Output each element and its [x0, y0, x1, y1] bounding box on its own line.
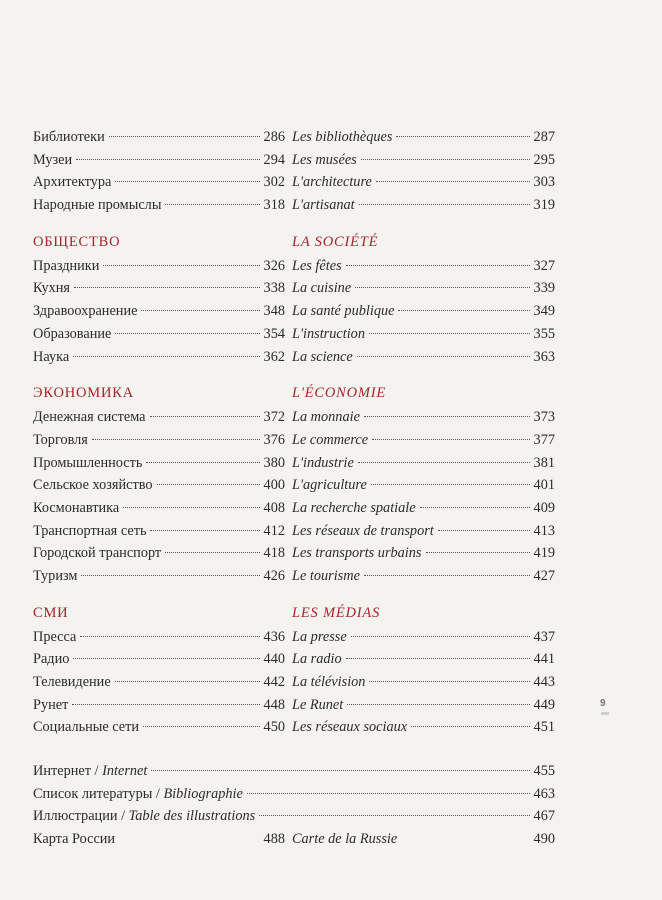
page-ref: 463: [533, 785, 555, 802]
page-ref: 488: [263, 831, 285, 847]
page-ref: 413: [533, 522, 555, 539]
leader-dots: [109, 136, 260, 137]
toc-entry-illustrations[interactable]: Иллюстрации / Table des illustrations 467: [33, 805, 555, 828]
leader-dots: [92, 439, 260, 440]
section-heading: ОБЩЕСТВО: [33, 233, 121, 250]
page-ref: 381: [533, 454, 555, 471]
section-economy-ru: [33, 382, 285, 588]
leader-dots: [364, 416, 530, 417]
page-ref: 302: [263, 174, 285, 191]
toc-column-russian: [33, 126, 285, 739]
toc-entry[interactable]: L'instruction 355: [292, 323, 555, 346]
page-ref: 338: [263, 280, 285, 297]
toc-entry[interactable]: Наука 362: [33, 346, 285, 369]
page-ref: 354: [263, 325, 285, 342]
toc-entry[interactable]: Торговля 376: [33, 429, 285, 452]
toc-entry[interactable]: Les bibliothèques 287: [292, 126, 555, 149]
leader-dots: [357, 356, 530, 357]
leader-dots: [141, 310, 259, 311]
leader-dots: [346, 265, 530, 266]
page-ref: 448: [263, 696, 285, 713]
toc-entry[interactable]: Денежная система 372: [33, 406, 285, 429]
toc-entry[interactable]: Городской транспорт 418: [33, 542, 285, 565]
page-ref: 327: [533, 257, 555, 274]
leader-dots: [411, 726, 529, 727]
toc-entry[interactable]: Les fêtes 327: [292, 255, 555, 278]
toc-entry[interactable]: L'architecture 303: [292, 171, 555, 194]
page-ref: 412: [263, 522, 285, 539]
toc-entry[interactable]: Здравоохранение 348: [33, 300, 285, 323]
toc-entry[interactable]: Les réseaux sociaux 451: [292, 716, 555, 739]
leader-dots: [369, 333, 530, 334]
toc-entry[interactable]: Космонавтика 408: [33, 497, 285, 520]
toc-entry-map-fr[interactable]: Carte de la Russie 490: [292, 828, 555, 851]
section-heading: L'ÉCONOMIE: [292, 385, 387, 402]
page-ref: 437: [533, 628, 555, 645]
page-ref: 349: [533, 303, 555, 320]
toc-entry-bibliography[interactable]: Список литературы / Bibliographie 463: [33, 783, 555, 806]
page-ref: 355: [533, 325, 555, 342]
section-heading: LES MÉDIAS: [292, 604, 381, 621]
toc-entry[interactable]: La cuisine 339: [292, 277, 555, 300]
leader-dots: [358, 462, 530, 463]
toc-entry[interactable]: Праздники 326: [33, 255, 285, 278]
page-ref: 408: [263, 499, 285, 516]
page-ref: 455: [533, 763, 555, 779]
toc-entry[interactable]: Промышленность 380: [33, 452, 285, 475]
leader-dots: [359, 204, 530, 205]
leader-dots: [355, 287, 529, 288]
toc-entry[interactable]: La santé publique 349: [292, 300, 555, 323]
leader-dots: [376, 181, 530, 182]
toc-entry[interactable]: La recherche spatiale 409: [292, 497, 555, 520]
page-number: 9: [600, 698, 606, 709]
toc-entry[interactable]: Les transports urbains 419: [292, 542, 555, 565]
toc-entry[interactable]: L'artisanat 319: [292, 194, 555, 217]
toc-entry[interactable]: Телевидение 442: [33, 671, 285, 694]
leader-dots: [150, 530, 259, 531]
leader-dots: [81, 575, 259, 576]
toc-entry[interactable]: La science 363: [292, 346, 555, 369]
toc-entry[interactable]: Радио 440: [33, 648, 285, 671]
leader-dots: [372, 439, 529, 440]
toc-entry[interactable]: Архитектура 302: [33, 171, 285, 194]
toc-entry[interactable]: L'agriculture 401: [292, 474, 555, 497]
section-society-fr: [292, 231, 555, 368]
leader-dots: [396, 136, 529, 137]
page-ref: 426: [263, 568, 285, 584]
page-ref: 401: [533, 477, 555, 494]
toc-entry[interactable]: Le tourisme 427: [292, 565, 555, 588]
leader-dots: [351, 636, 530, 637]
toc-map-fr: [292, 828, 555, 851]
section-heading: ЭКОНОМИКА: [33, 385, 135, 402]
leader-dots: [74, 287, 260, 288]
section-culture-tail-ru: [33, 126, 285, 217]
leader-dots: [364, 575, 530, 576]
leader-dots: [123, 507, 259, 508]
page-ref: 363: [533, 348, 555, 365]
toc-entry[interactable]: Les réseaux de transport 413: [292, 520, 555, 543]
page-ref: 442: [263, 674, 285, 691]
toc-entry[interactable]: La radio 441: [292, 648, 555, 671]
page-ref: 326: [263, 257, 285, 274]
page-ref: 377: [533, 431, 555, 448]
leader-dots: [146, 462, 259, 463]
toc-entry[interactable]: Пресса 436: [33, 626, 285, 649]
page-ref: 467: [533, 808, 555, 825]
toc-entry[interactable]: Рунет 448: [33, 694, 285, 717]
leader-dots: [73, 658, 259, 659]
page-ref: 409: [533, 499, 555, 516]
section-media-fr: [292, 602, 555, 739]
toc-entry[interactable]: La télévision 443: [292, 671, 555, 694]
toc-entry[interactable]: Сельское хозяйство 400: [33, 474, 285, 497]
page-ref: 419: [533, 545, 555, 562]
toc-entry[interactable]: Le commerce 377: [292, 429, 555, 452]
toc-entry[interactable]: La presse 437: [292, 626, 555, 649]
page-ref: 376: [263, 431, 285, 448]
page-ref: 436: [263, 628, 285, 645]
leader-dots: [103, 265, 259, 266]
leader-dots: [398, 310, 529, 311]
page-ref: 362: [263, 348, 285, 365]
page-ref: 418: [263, 545, 285, 562]
toc-entry[interactable]: Библиотеки 286: [33, 126, 285, 149]
leader-dots: [361, 159, 530, 160]
page-ref: 319: [533, 197, 555, 214]
page-ref: 294: [263, 151, 285, 168]
leader-dots: [115, 333, 259, 334]
toc-entry-map-ru[interactable]: Карта России 488: [33, 828, 285, 851]
page-ref: 372: [263, 409, 285, 426]
toc-entry[interactable]: Туризм 426: [33, 565, 285, 588]
page-ref: 443: [533, 674, 555, 691]
toc-entry[interactable]: Социальные сети 450: [33, 716, 285, 739]
page-ref: 451: [533, 719, 555, 736]
toc-entry[interactable]: Les musées 295: [292, 149, 555, 172]
toc-map-ru: [33, 828, 285, 851]
leader-dots: [369, 681, 529, 682]
leader-dots: [76, 159, 259, 160]
page-ref: 400: [263, 477, 285, 494]
page-ref: 490: [533, 831, 555, 847]
leader-dots: [247, 793, 530, 794]
leader-dots: [115, 181, 259, 182]
page-ref: 286: [263, 129, 285, 145]
toc-entry[interactable]: Кухня 338: [33, 277, 285, 300]
toc-entry[interactable]: Народные промыслы 318: [33, 194, 285, 217]
section-media-ru: [33, 602, 285, 739]
leader-dots: [157, 484, 260, 485]
page-ref: 303: [533, 174, 555, 191]
page-ref: 339: [533, 280, 555, 297]
toc-entry[interactable]: L'industrie 381: [292, 452, 555, 475]
page-ref: 441: [533, 651, 555, 668]
leader-dots: [72, 704, 259, 705]
page-ref: 450: [263, 719, 285, 736]
toc-entry[interactable]: Транспортная сеть 412: [33, 520, 285, 543]
leader-dots: [426, 552, 530, 553]
leader-dots: [420, 507, 530, 508]
leader-dots: [115, 681, 260, 682]
page-ref: 427: [533, 568, 555, 584]
toc-entry[interactable]: Образование 354: [33, 323, 285, 346]
toc-column-french: [292, 126, 555, 739]
leader-dots: [165, 204, 259, 205]
leader-dots: [347, 704, 529, 705]
page-ref: 287: [533, 129, 555, 145]
toc-entry[interactable]: Le Runet 449: [292, 694, 555, 717]
leader-dots: [143, 726, 259, 727]
toc-entry-internet[interactable]: Интернет / Internet 455: [33, 760, 555, 783]
leader-dots: [371, 484, 530, 485]
section-heading: LA SOCIÉTÉ: [292, 233, 379, 250]
toc-appendix: [33, 760, 555, 828]
section-heading: СМИ: [33, 604, 69, 621]
page-ref: 440: [263, 651, 285, 668]
leader-dots: [438, 530, 530, 531]
leader-dots: [151, 770, 529, 771]
leader-dots: [165, 552, 259, 553]
page-ref: 318: [263, 197, 285, 214]
leader-dots: [150, 416, 260, 417]
section-economy-fr: [292, 382, 555, 588]
section-culture-tail-fr: [292, 126, 555, 217]
toc-entry[interactable]: La monnaie 373: [292, 406, 555, 429]
section-society-ru: [33, 231, 285, 368]
page-ref: 373: [533, 409, 555, 426]
leader-dots: [73, 356, 259, 357]
leader-dots: [259, 815, 529, 816]
toc-entry[interactable]: Музеи 294: [33, 149, 285, 172]
page-ref: 348: [263, 303, 285, 320]
leader-dots: [80, 636, 259, 637]
page-ref: 449: [533, 696, 555, 713]
leader-dots: [346, 658, 530, 659]
page-ref: 380: [263, 454, 285, 471]
page-number-mark: [601, 712, 609, 715]
page-ref: 295: [533, 151, 555, 168]
